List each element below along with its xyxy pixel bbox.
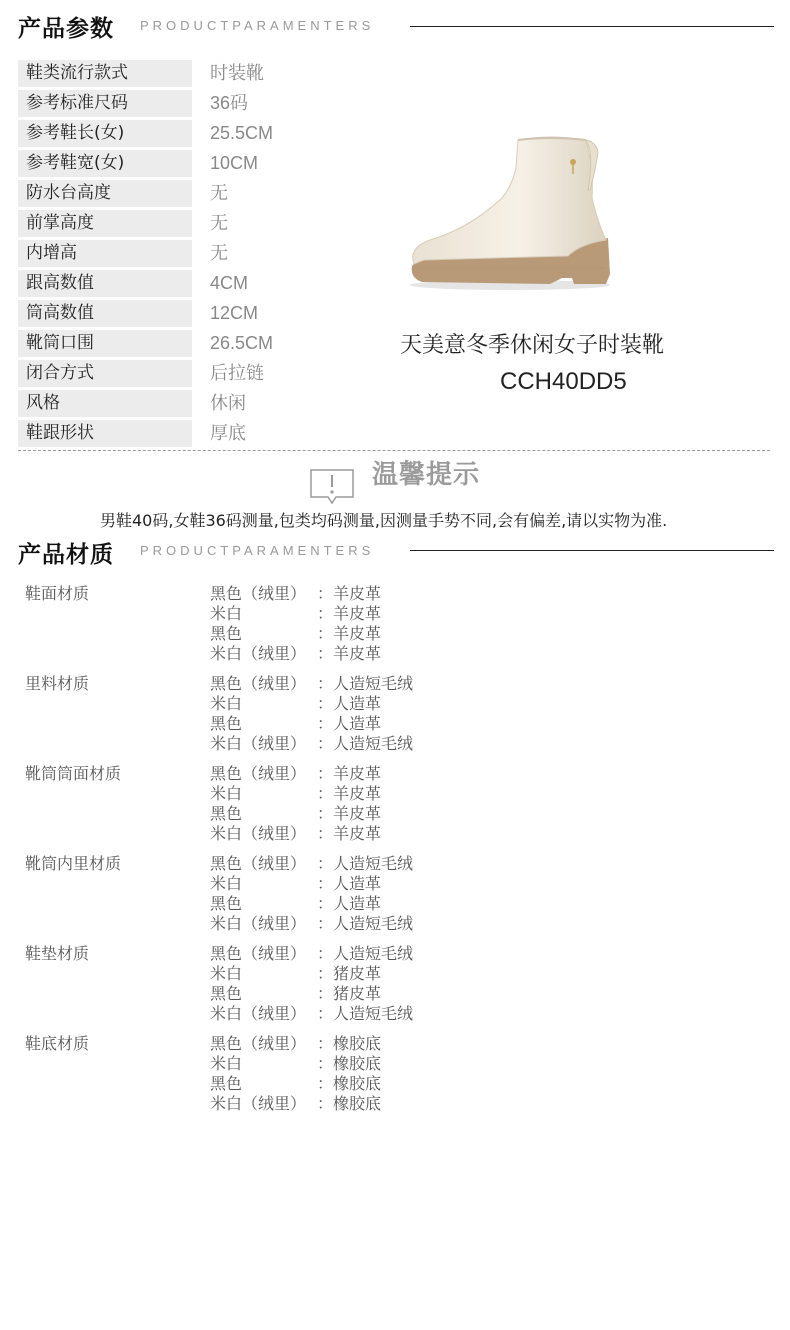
- material-value: ：人造短毛绒: [317, 914, 414, 933]
- param-value: 后拉链: [210, 363, 264, 383]
- material-value: ：猪皮革: [317, 964, 382, 983]
- material-color: 米白: [210, 1054, 243, 1073]
- tip-text: 男鞋40码,女鞋36码测量,包类均码测量,因测量手势不同,会有偏差,请以实物为准.: [100, 511, 668, 530]
- param-value: 时装靴: [210, 63, 264, 83]
- material-value: ：羊皮革: [317, 804, 382, 823]
- material-label: 鞋底材质: [25, 1034, 90, 1053]
- material-color: 米白: [210, 874, 243, 893]
- params-section-title: 产品参数: [18, 16, 114, 42]
- param-label: 靴筒口围: [18, 330, 192, 357]
- material-color: 黑色（绒里）: [210, 1034, 307, 1053]
- material-label: 里料材质: [25, 674, 90, 693]
- materials-section-subtitle: PRODUCTPARAMENTERS: [140, 543, 375, 558]
- param-value: 25.5CM: [210, 123, 274, 143]
- param-value: 无: [210, 213, 228, 233]
- param-row: [18, 60, 498, 87]
- material-color: 黑色（绒里）: [210, 584, 307, 603]
- material-color: 黑色: [210, 984, 243, 1003]
- material-value: ：人造革: [317, 714, 382, 733]
- param-row: [18, 360, 498, 387]
- material-group: [25, 1034, 525, 1114]
- material-value: ：人造革: [317, 694, 382, 713]
- material-color: 米白: [210, 694, 243, 713]
- product-code: CCH40DD5: [500, 368, 627, 395]
- param-label: 风格: [18, 390, 192, 417]
- material-color: 米白（绒里）: [210, 1094, 307, 1113]
- material-value: ：人造短毛绒: [317, 734, 414, 753]
- material-value: ：羊皮革: [317, 824, 382, 843]
- materials-section-divider: [410, 550, 774, 551]
- material-label: 鞋面材质: [25, 584, 90, 603]
- material-value: ：羊皮革: [317, 764, 382, 783]
- product-boot-image: [400, 128, 620, 298]
- material-value: ：橡胶底: [317, 1094, 382, 1113]
- param-row: [18, 390, 498, 417]
- param-value: 26.5CM: [210, 333, 274, 353]
- material-color: 米白（绒里）: [210, 734, 307, 753]
- material-color: 黑色: [210, 624, 243, 643]
- material-color: 黑色: [210, 714, 243, 733]
- material-label: 鞋垫材质: [25, 944, 90, 963]
- param-label: 前掌高度: [18, 210, 192, 237]
- material-value: ：人造短毛绒: [317, 944, 414, 963]
- material-color: 黑色: [210, 1074, 243, 1093]
- param-label: 鞋跟形状: [18, 420, 192, 447]
- param-row: [18, 420, 498, 447]
- material-color: 米白（绒里）: [210, 1004, 307, 1023]
- param-value: 12CM: [210, 303, 259, 323]
- material-value: ：人造短毛绒: [317, 854, 414, 873]
- material-color: 米白（绒里）: [210, 824, 307, 843]
- param-label: 防水台高度: [18, 180, 192, 207]
- params-section-subtitle: PRODUCTPARAMENTERS: [140, 18, 375, 33]
- material-color: 黑色: [210, 804, 243, 823]
- param-row: [18, 300, 498, 327]
- material-value: ：人造短毛绒: [317, 674, 414, 693]
- param-label: 筒高数值: [18, 300, 192, 327]
- material-value: ：羊皮革: [317, 584, 382, 603]
- param-value: 无: [210, 183, 228, 203]
- material-value: ：人造革: [317, 874, 382, 893]
- material-value: ：橡胶底: [317, 1054, 382, 1073]
- param-label: 参考标准尺码: [18, 90, 192, 117]
- param-value: 4CM: [210, 273, 249, 293]
- materials-section-title: 产品材质: [18, 542, 114, 568]
- material-color: 米白: [210, 964, 243, 983]
- material-group: [25, 944, 525, 1024]
- param-label: 闭合方式: [18, 360, 192, 387]
- param-value: 36码: [210, 93, 249, 113]
- material-value: ：人造短毛绒: [317, 1004, 414, 1023]
- param-value: 厚底: [210, 423, 246, 443]
- param-label: 内增高: [18, 240, 192, 267]
- material-color: 米白: [210, 604, 243, 623]
- param-value: 休闲: [210, 393, 246, 413]
- param-value: 10CM: [210, 153, 259, 173]
- param-row: [18, 90, 498, 117]
- tip-title: 温馨提示: [372, 460, 481, 490]
- material-value: ：猪皮革: [317, 984, 382, 1003]
- material-color: 黑色（绒里）: [210, 674, 307, 693]
- product-name: 天美意冬季休闲女子时装靴: [400, 333, 665, 358]
- material-color: 黑色（绒里）: [210, 944, 307, 963]
- material-value: ：羊皮革: [317, 604, 382, 623]
- param-value: 无: [210, 243, 228, 263]
- material-color: 米白: [210, 784, 243, 803]
- material-color: 黑色: [210, 894, 243, 913]
- material-value: ：橡胶底: [317, 1034, 382, 1053]
- material-color: 黑色（绒里）: [210, 764, 307, 783]
- material-value: ：橡胶底: [317, 1074, 382, 1093]
- material-color: 米白（绒里）: [210, 644, 307, 663]
- material-value: ：人造革: [317, 894, 382, 913]
- param-label: 参考鞋宽(女): [18, 150, 192, 177]
- material-value: ：羊皮革: [317, 784, 382, 803]
- material-group: [25, 764, 525, 844]
- material-label: 靴筒筒面材质: [25, 764, 122, 783]
- material-label: 靴筒内里材质: [25, 854, 122, 873]
- material-group: [25, 854, 525, 934]
- material-value: ：羊皮革: [317, 624, 382, 643]
- exclamation-speech-icon: [310, 469, 354, 505]
- param-label: 鞋类流行款式: [18, 60, 192, 87]
- param-label: 跟高数值: [18, 270, 192, 297]
- material-color: 米白（绒里）: [210, 914, 307, 933]
- material-group: [25, 674, 525, 754]
- param-label: 参考鞋长(女): [18, 120, 192, 147]
- dashed-divider: [18, 450, 770, 451]
- params-section-divider: [410, 26, 774, 27]
- material-value: ：羊皮革: [317, 644, 382, 663]
- material-color: 黑色（绒里）: [210, 854, 307, 873]
- material-group: [25, 584, 525, 664]
